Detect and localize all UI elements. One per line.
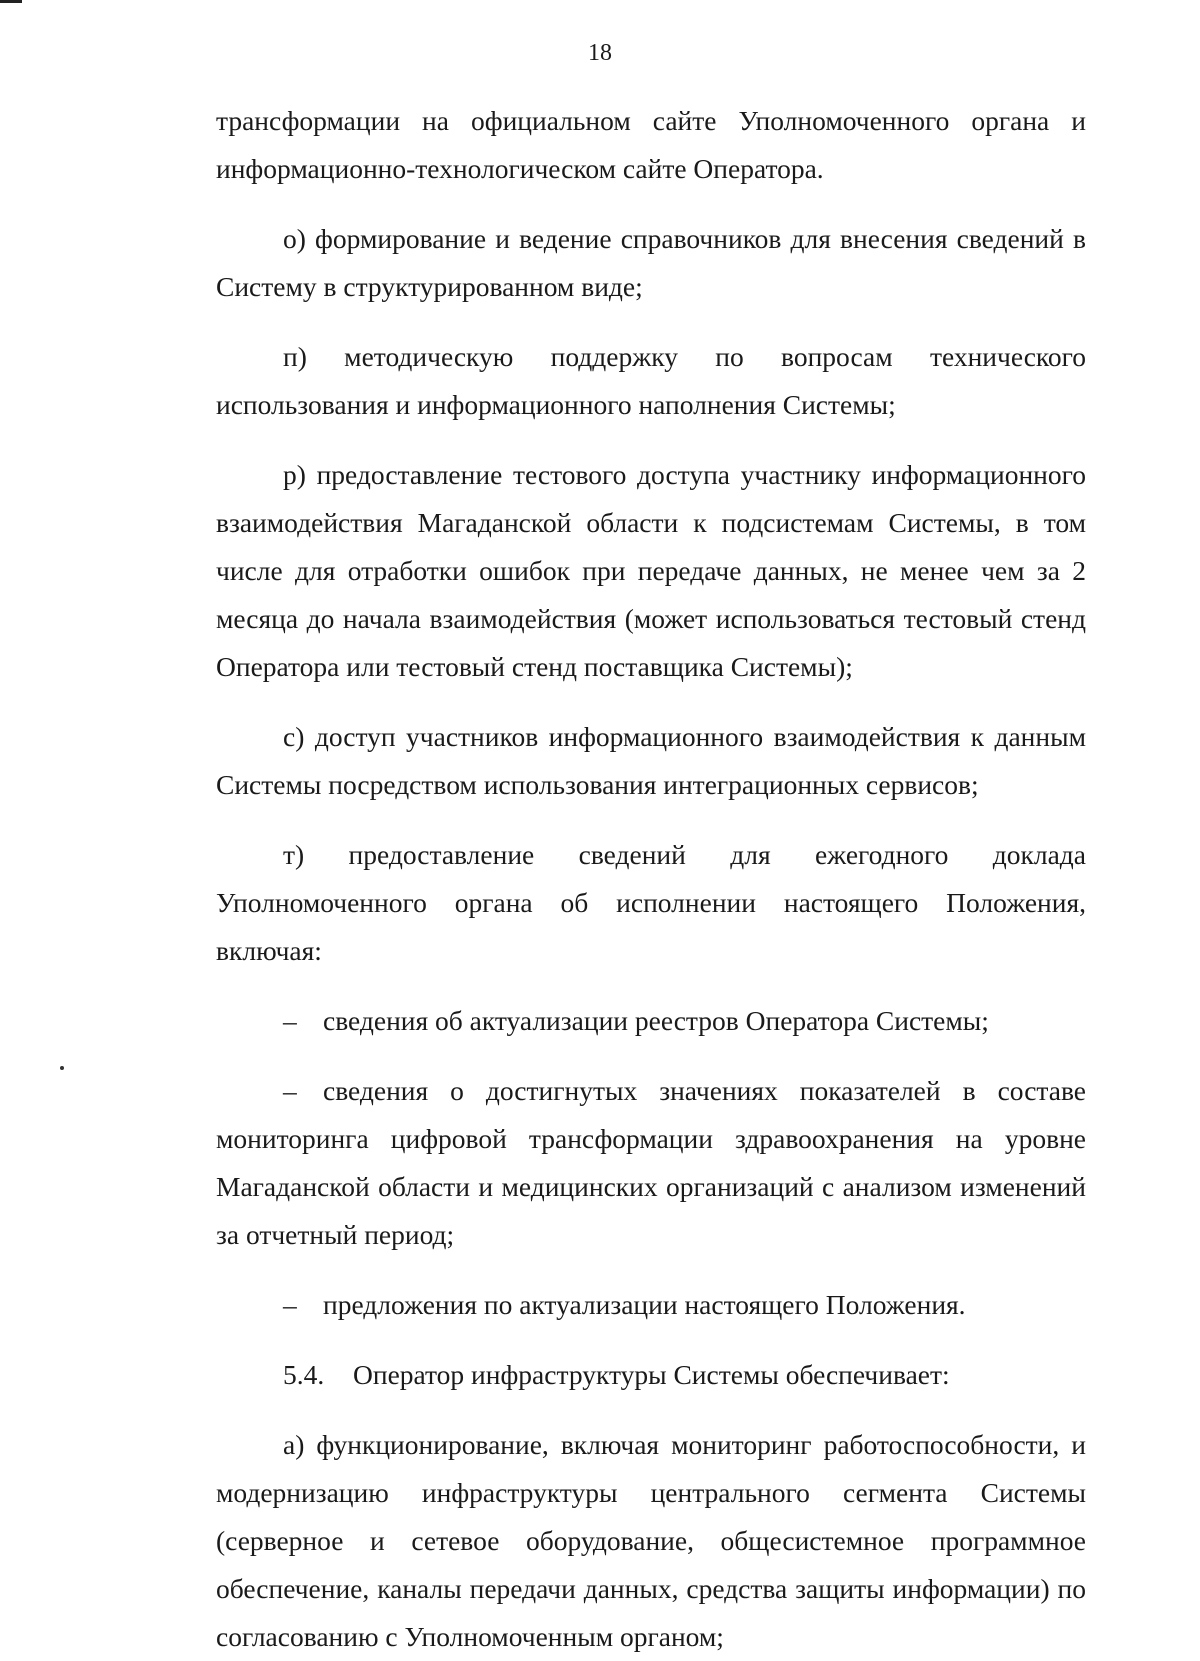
paragraph-text: т) предоставление сведений для ежегодного доклада Уполномоченного органа об исполнении настоящего Положения, включая: bbox=[216, 839, 1086, 966]
page-number: 18 bbox=[588, 40, 612, 66]
list-item-o bbox=[216, 215, 1086, 311]
paragraph-text: а) функционирование, включая мониторинг работоспособности, и модернизацию инфраструктуры центрального сегмента Системы (серверное и сетевое оборудование, общесистемное программное обеспечение, каналы передачи данных, средства защиты информации) по согласованию с Уполномоченным органом; bbox=[216, 1429, 1086, 1652]
section-heading-5-4 bbox=[216, 1351, 1086, 1399]
paragraph-text: о) формирование и ведение справочников для внесения сведений в Систему в структурированном виде; bbox=[216, 223, 1086, 302]
dash-marker: – bbox=[283, 1289, 297, 1320]
scan-speck bbox=[60, 1066, 64, 1070]
paragraph-text: р) предоставление тестового доступа участнику информационного взаимодействия Магаданской области к подсистемам Системы, в том числе для отработки ошибок при передаче данных, не менее чем за 2 месяца до начала взаимодействия (может использоваться тестовый стенд Оператора или тестовый стенд поставщика Системы); bbox=[216, 459, 1086, 682]
list-item-p bbox=[216, 333, 1086, 429]
section-number: 5.4. bbox=[283, 1359, 325, 1390]
paragraph-text: сведения о достигнутых значениях показателей в составе мониторинга цифровой трансформации здравоохранения на уровне Магаданской области и медицинских организаций с анализом изменений за отчетный период; bbox=[216, 1075, 1086, 1250]
paragraph-continuation bbox=[216, 97, 1086, 193]
paragraph-text: Оператор инфраструктуры Системы обеспечивает: bbox=[353, 1359, 950, 1390]
paragraph-text: сведения об актуализации реестров Оператора Системы; bbox=[323, 1005, 989, 1036]
dash-item-indicators bbox=[216, 1067, 1086, 1259]
paragraph-text: с) доступ участников информационного взаимодействия к данным Системы посредством использования интеграционных сервисов; bbox=[216, 721, 1086, 800]
dash-item-proposals bbox=[216, 1281, 1086, 1329]
list-item-a bbox=[216, 1421, 1086, 1661]
dash-item-registries bbox=[216, 997, 1086, 1045]
paragraph-text: трансформации на официальном сайте Уполномоченного органа и информационно-технологическом сайте Оператора. bbox=[216, 105, 1086, 184]
dash-marker: – bbox=[283, 1005, 297, 1036]
list-item-t bbox=[216, 831, 1086, 975]
paragraph-text: п) методическую поддержку по вопросам технического использования и информационного наполнения Системы; bbox=[216, 341, 1086, 420]
list-item-s bbox=[216, 713, 1086, 809]
paragraph-text: предложения по актуализации настоящего Положения. bbox=[323, 1289, 966, 1320]
document-body bbox=[216, 97, 1086, 1661]
dash-marker: – bbox=[283, 1075, 297, 1106]
scan-corner-mark bbox=[0, 0, 22, 3]
list-item-r bbox=[216, 451, 1086, 691]
